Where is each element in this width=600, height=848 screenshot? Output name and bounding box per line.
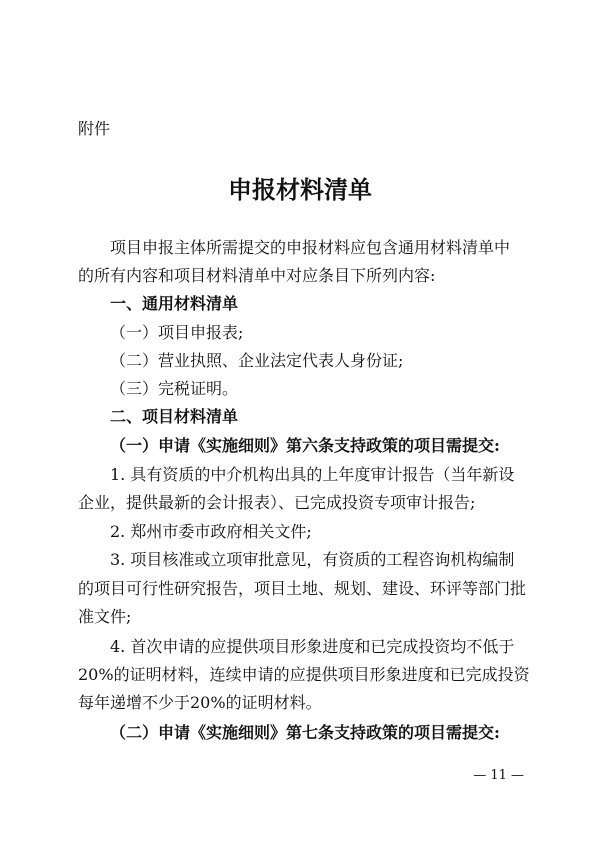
document-title: 申报材料清单 [228,175,372,204]
item-4-line-3: 每年递增不少于20%的证明材料。 [78,693,322,712]
item-3-line-1: 3. 项目核准或立项审批意见，有资质的工程咨询机构编制 [110,550,515,569]
section-1-heading: 一、通用材料清单 [110,294,239,313]
section-1-item-3: （三）完税证明。 [110,379,239,398]
item-4-line-1: 4. 首次申请的应提供项目形象进度和已完成投资均不低于 [110,637,515,656]
intro-line-2: 的所有内容和项目材料清单中对应条目下所列内容: [78,266,436,285]
item-1-line-1: 1. 具有资质的中介机构出具的上年度审计报告（当年新设 [110,465,515,484]
section-1-item-2: （二）营业执照、企业法定代表人身份证; [110,351,404,370]
item-1-line-2: 企业，提供最新的会计报表）、已完成投资专项审计报告; [78,493,476,512]
section-1-item-1: （一）项目申报表; [110,323,244,342]
section-2-heading: 二、项目材料清单 [110,407,239,426]
attachment-label: 附件 [78,119,111,138]
page-number: — 11 — [473,768,524,783]
intro-line-1: 项目申报主体所需提交的申报材料应包含通用材料清单中 [110,238,511,257]
item-3-line-3: 准文件; [78,607,132,626]
item-2: 2. 郑州市委市政府相关文件; [110,522,312,541]
item-3-line-2: 的项目可行性研究报告，项目土地、规划、建设、环评等部门批 [78,579,527,598]
subsection-2-heading: （二）申请《实施细则》第七条支持政策的项目需提交: [110,723,500,742]
subsection-1-heading: （一）申请《实施细则》第六条支持政策的项目需提交: [110,436,500,455]
item-4-line-2: 20%的证明材料，连续申请的应提供项目形象进度和已完成投资 [78,665,530,684]
